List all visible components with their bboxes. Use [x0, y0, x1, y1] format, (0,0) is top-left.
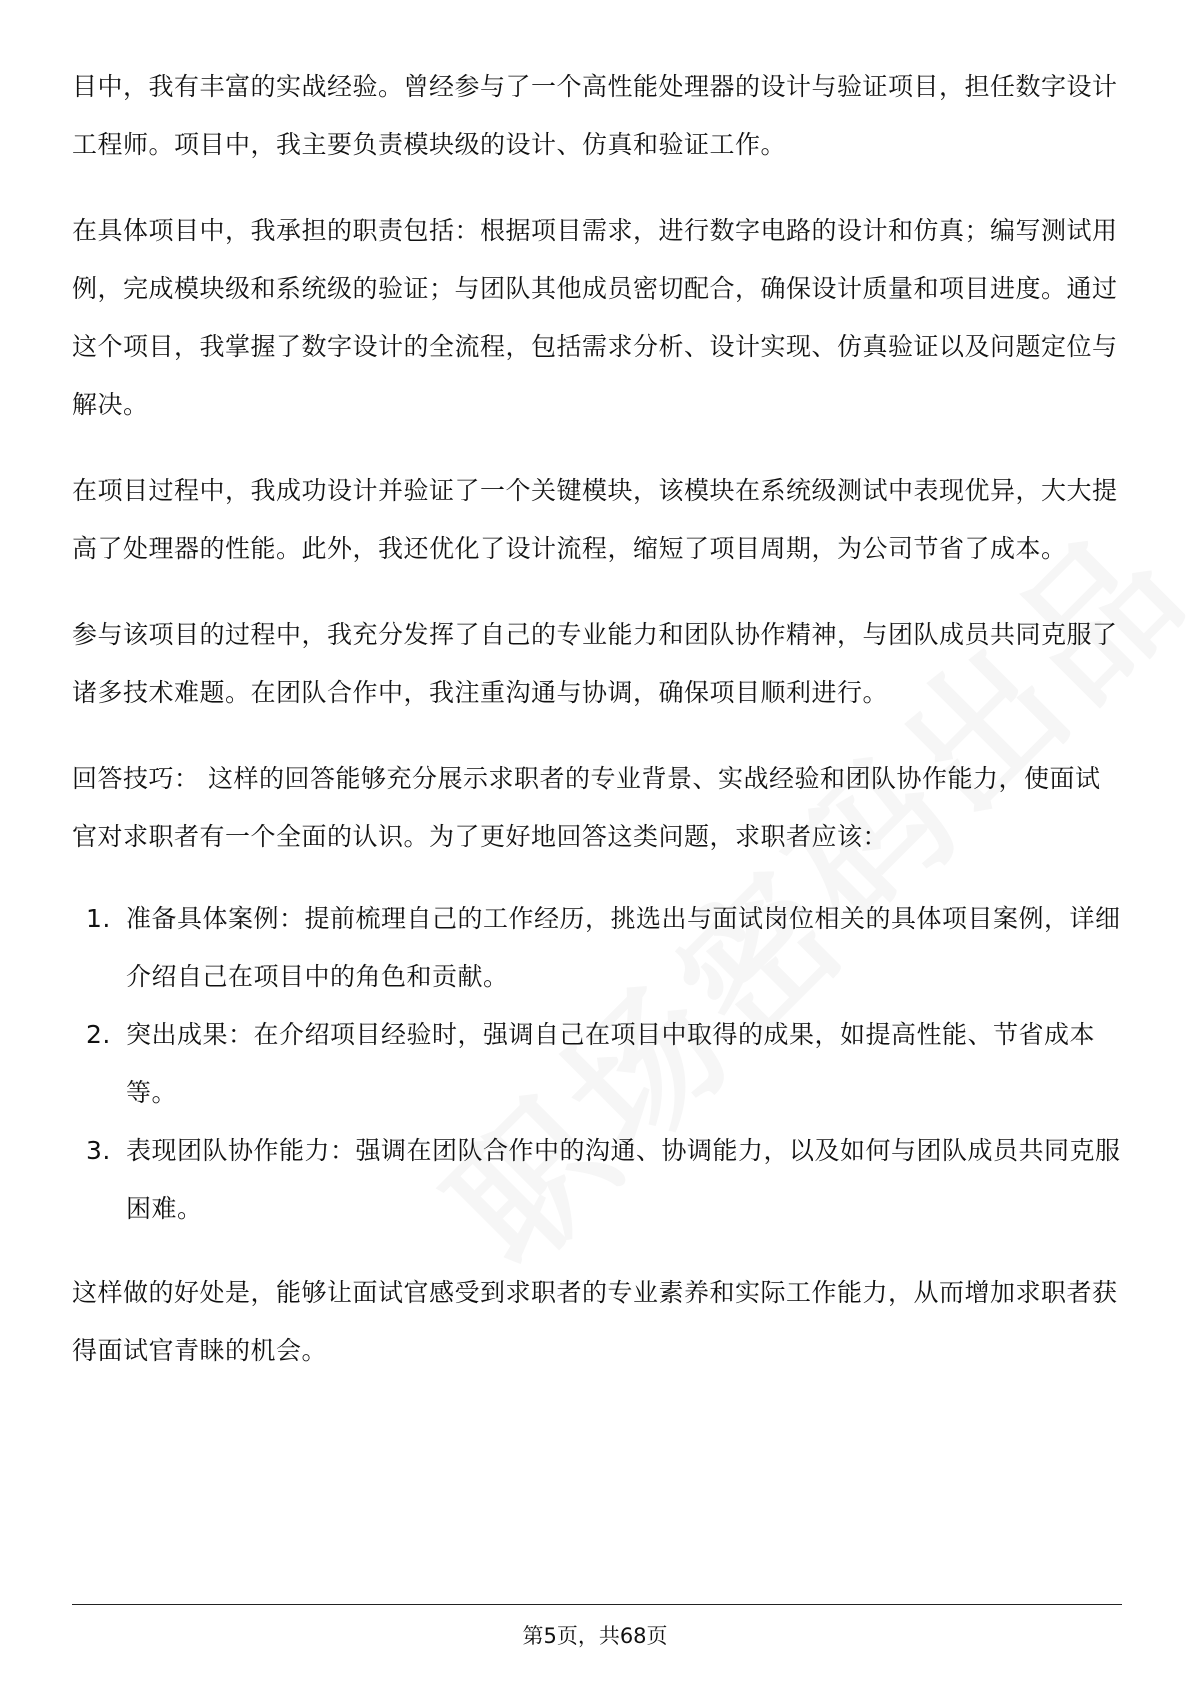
- paragraph-responsibilities: 在具体项目中，我承担的职责包括：根据项目需求，进行数字电路的设计和仿真；编写测试用例，完成模块级和系统级的验证；与团队其他成员密切配合，确保设计质量和项目进度。通过这个项目，我掌握了数字设计的全流程，包括需求分析、设计实现、仿真验证以及问题定位与解决。: [72, 216, 1118, 419]
- paragraph-achievements: 在项目过程中，我成功设计并验证了一个关键模块，该模块在系统级测试中表现优异，大大提高了处理器的性能。此外，我还优化了设计流程，缩短了项目周期，为公司节省了成本。: [72, 476, 1118, 563]
- list-item-number: 1.: [86, 904, 111, 933]
- paragraph-closing: 这样做的好处是，能够让面试官感受到求职者的专业素养和实际工作能力，从而增加求职者获得面试官青睐的机会。: [72, 1278, 1118, 1365]
- list-item-text: 突出成果：在介绍项目经验时，强调自己在项目中取得的成果，如提高性能、节省成本等。: [126, 1020, 1096, 1107]
- list-item: [72, 890, 1122, 1006]
- paragraph-intro: 目中，我有丰富的实战经验。曾经参与了一个高性能处理器的设计与验证项目，担任数字设计工程师。项目中，我主要负责模块级的设计、仿真和验证工作。: [72, 72, 1118, 159]
- footer-divider: [72, 1604, 1122, 1605]
- tips-list: [72, 890, 1122, 1238]
- document-body: [72, 58, 1122, 1408]
- list-item-number: 3.: [86, 1136, 111, 1165]
- list-item: [72, 1006, 1122, 1122]
- list-item: [72, 1122, 1122, 1238]
- list-item-number: 2.: [86, 1020, 111, 1049]
- list-item-text: 表现团队协作能力：强调在团队合作中的沟通、协调能力，以及如何与团队成员共同克服困难。: [126, 1136, 1121, 1223]
- paragraph-tips: 回答技巧： 这样的回答能够充分展示求职者的专业背景、实战经验和团队协作能力，使面试官对求职者有一个全面的认识。为了更好地回答这类问题，求职者应该：: [72, 764, 1101, 851]
- list-item-text: 准备具体案例：提前梳理自己的工作经历，挑选出与面试岗位相关的具体项目案例，详细介绍自己在项目中的角色和贡献。: [126, 904, 1121, 991]
- paragraph-teamwork: 参与该项目的过程中，我充分发挥了自己的专业能力和团队协作精神，与团队成员共同克服了诸多技术难题。在团队合作中，我注重沟通与协调，确保项目顺利进行。: [72, 620, 1118, 707]
- page-number: 第5页，共68页: [522, 1624, 668, 1648]
